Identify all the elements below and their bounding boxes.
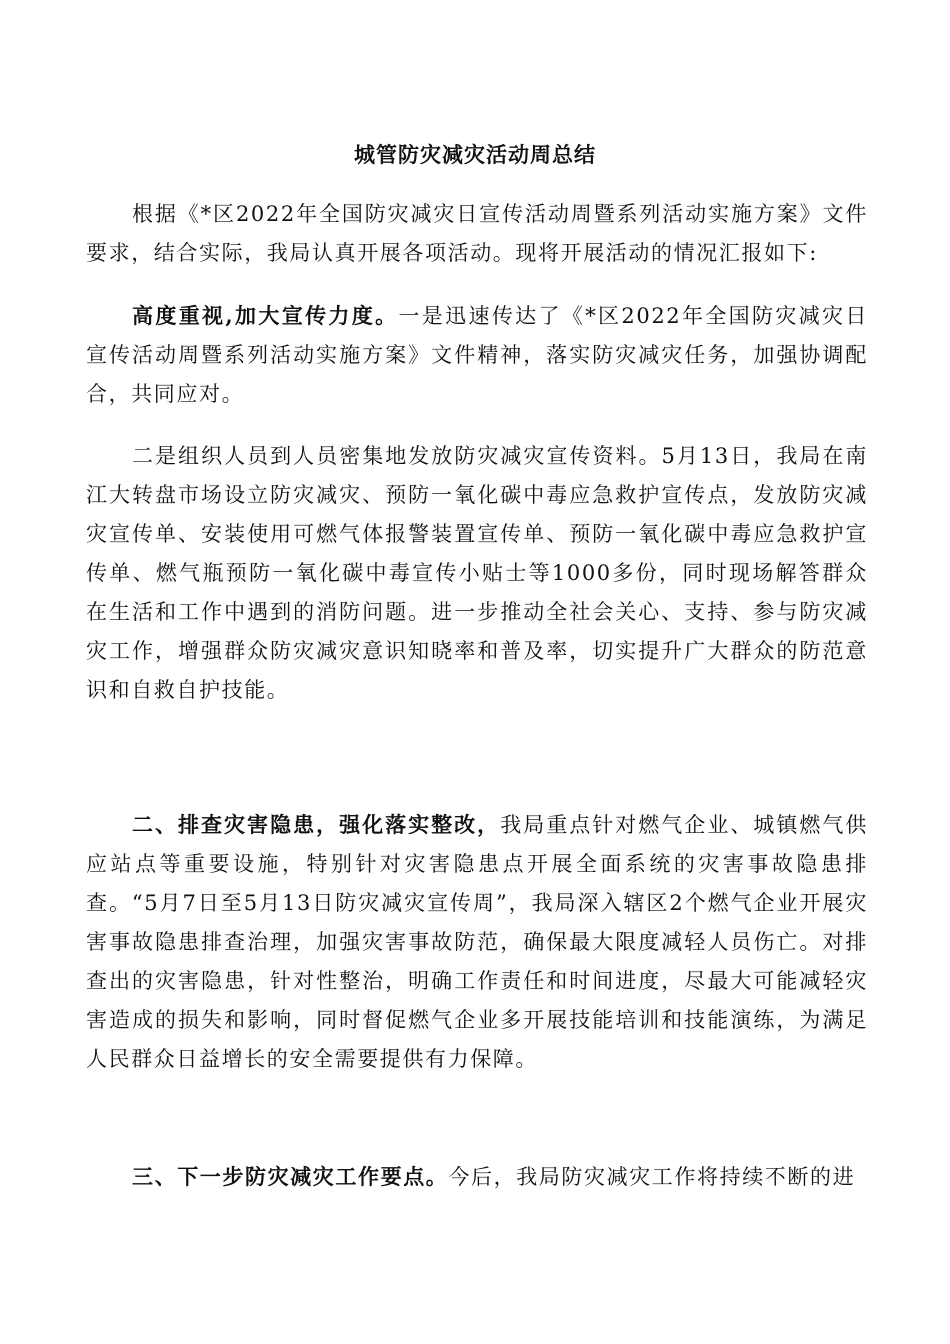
paragraph-lead: 三、下一步防灾减灾工作要点。 <box>132 1164 449 1189</box>
paragraph-materials <box>86 436 868 710</box>
paragraph-lead: 二、排查灾害隐患，强化落实整改， <box>132 812 501 837</box>
paragraph-text: 我局重点针对燃气企业、城镇燃气供应站点等重要设施，特别针对灾害隐患点开展全面系统的灾害事故隐患排查。“5月7日至5月13日防灾减灾宣传周”，我局深入辖区2个燃气企业开展灾害事故隐患排查治理，加强灾害事故防范，确保最大限度减轻人员伤亡。对排查出的灾害隐患，针对性整治，明确工作责任和时间进度，尽最大可能减轻灾害造成的损失和影响，同时督促燃气企业多开展技能培训和技能演练，为满足人民群众日益增长的安全需要提供有力保障。 <box>86 813 868 1071</box>
paragraph-text: 一是迅速传达了《*区2022年全国防灾减灾日宣传活动周暨系列活动实施方案》文件精神，落实防灾减灾任务，加强协调配合，共同应对。 <box>86 304 868 406</box>
paragraph-text: 根据《*区2022年全国防灾减灾日宣传活动周暨系列活动实施方案》文件要求，结合实际，我局认真开展各项活动。现将开展活动的情况汇报如下: <box>86 202 868 265</box>
document-title: 城管防灾减灾活动周总结 <box>354 142 596 167</box>
paragraph-hazard-check <box>86 805 868 1079</box>
paragraph-text: 今后，我局防灾减灾工作将持续不断的进 <box>448 1165 856 1189</box>
paragraph-next-steps <box>86 1157 868 1197</box>
paragraph-lead: 高度重视,加大宣传力度。 <box>132 303 399 328</box>
paragraph-intro <box>86 194 868 273</box>
paragraph-publicity <box>86 296 868 414</box>
paragraph-text: 二是组织人员到人员密集地发放防灾减灾宣传资料。5月13日，我局在南江大转盘市场设立防灾减灾、预防一氧化碳中毒应急救护宣传点，发放防灾减灾宣传单、安装使用可燃气体报警装置宣传单、预防一氧化碳中毒应急救护宣传单、燃气瓶预防一氧化碳中毒宣传小贴士等1000多份，同时现场解答群众在生活和工作中遇到的消防问题。进一步推动全社会关心、支持、参与防灾减灾工作，增强群众防灾减灾意识知晓率和普及率，切实提升广大群众的防范意识和自救自护技能。 <box>86 444 868 702</box>
